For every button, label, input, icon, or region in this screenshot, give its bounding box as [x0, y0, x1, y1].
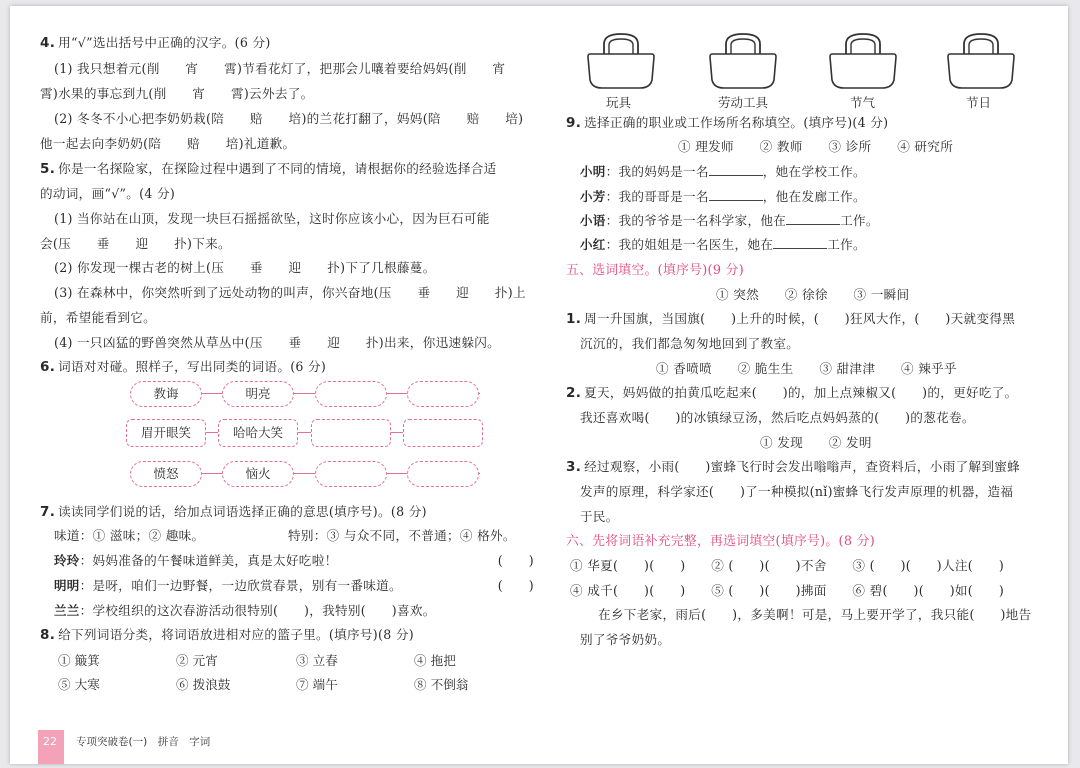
q4-line: 他一起去向李奶奶(陪 赔 培)礼道歉。: [40, 136, 296, 151]
q9-sentence: 小红：我的姐姐是一名医生，她在 工作。: [580, 237, 866, 252]
answer-blank[interactable]: [773, 236, 827, 249]
q7-meaning-special: 特别：③ 与众不同，不普通；④ 格外。: [288, 528, 516, 543]
sec5-q2-cont: 我还喜欢喝( )的冰镇绿豆汤，然后吃点妈妈蒸的( )的葱花卷。: [580, 410, 975, 425]
q5-line: (1) 当你站在山顶，发现一块巨石摇摇欲坠，这时你应该小心，因为巨石可能: [54, 211, 490, 226]
q9-options: ① 理发师 ② 教师 ③ 诊所 ④ 研究所: [678, 139, 954, 154]
sec5-options: ① 突然 ② 徐徐 ③ 一瞬间: [716, 287, 910, 302]
answer-blank[interactable]: [709, 188, 763, 201]
basket-label: 玩具: [606, 95, 632, 110]
sec5-q1: 1. 周一升国旗，当国旗( )上升的时候，( )狂风大作，( )天就变得黑: [566, 311, 1016, 327]
sec6-paragraph: 在乡下老家，雨后( )，多美啊！可是，马上要开学了，我只能( )地告: [598, 607, 1032, 622]
q5-title: 5. 你是一名探险家，在探险过程中遇到了不同的情境，请根据你的经验选择合适: [40, 161, 497, 177]
q4-line: 霄)水果的事忘到九(削 宵 霄)云外去了。: [40, 86, 314, 101]
q8-item: ⑧ 不倒翁: [414, 677, 469, 692]
q7-sentence: 明明：是呀，咱们一边野餐，一边欣赏春景，别有一番味道。 ( ): [54, 575, 538, 594]
q8-title: 8. 给下列词语分类，将词语放进相对应的篮子里。(填序号)(8 分): [40, 627, 414, 643]
sec5-q2: 2. 夏天，妈妈做的拍黄瓜吃起来( )的，加上点辣椒又( )的，更好吃了。: [566, 385, 1018, 401]
basket-label: 节日: [966, 95, 992, 110]
word-blank-box[interactable]: [403, 419, 483, 447]
sec5-options: ① 发现 ② 发明: [760, 435, 872, 450]
q9-sentence: 小明：我的妈妈是一名 ，她在学校工作。: [580, 164, 866, 179]
q8-item: ① 簸箕: [58, 653, 100, 668]
q8-item: ③ 立春: [296, 653, 338, 668]
q6-title: 6. 词语对对碰。照样子，写出同类的词语。(6 分): [40, 359, 327, 375]
q7-sentence: 玲玲：妈妈准备的午餐味道鲜美，真是太好吃啦！ ( ): [54, 550, 538, 569]
exam-page: [10, 6, 1068, 764]
q5-line: 前，希望能看到它。: [40, 310, 157, 325]
q7-sentence: 兰兰：学校组织的这次春游活动很特别( )，我特别( )喜欢。: [54, 603, 436, 618]
q8-item: ⑤ 大寒: [58, 677, 100, 692]
section-6-title: 六、先将词语补充完整，再选词填空(填序号)。(8 分): [566, 534, 876, 549]
q5-line: (3) 在森林中，你突然听到了远处动物的叫声，你兴奋地(压 垂 迎 扑)上: [54, 285, 526, 300]
word-blank-pill[interactable]: [407, 461, 479, 487]
q9-title: 9. 选择正确的职业或工作场所名称填空。(填序号)(4 分): [566, 115, 889, 131]
answer-blank[interactable]: [786, 212, 840, 225]
word-pill: 恼火: [222, 461, 294, 487]
q7-title: 7. 读读同学们说的话，给加点词语选择正确的意思(填序号)。(8 分): [40, 504, 427, 520]
word-pill: 教诲: [130, 381, 202, 407]
q4-line: (2) 冬冬不小心把李奶奶栽(陪 赔 培)的兰花打翻了，妈妈(陪 赔 培): [54, 111, 524, 126]
basket-solar-terms-icon: [828, 30, 898, 92]
q4-title: 4. 用“√”选出括号中正确的汉字。(6 分): [40, 35, 271, 51]
word-pill: 愤怒: [130, 461, 202, 487]
basket-toys-icon: [586, 30, 656, 92]
q5-line: (2) 你发现一棵古老的树上(压 垂 迎 扑)下了几根藤蔓。: [54, 260, 436, 275]
sec5-q3: 3. 经过观察，小雨( )蜜蜂飞行时会发出嗡嗡声，查资料后，小雨了解到蜜蜂: [566, 459, 1021, 475]
answer-paren[interactable]: ( ): [497, 578, 534, 593]
word-box: 哈哈大笑: [218, 419, 298, 447]
q8-item: ④ 拖把: [414, 653, 456, 668]
sec5-q3-cont: 发声的原理，科学家还( )了一种模拟(nǐ)蜜蜂飞行发声原理的机器，造福: [580, 484, 1014, 499]
sec6-row: ④ 成千( )( ) ⑤ ( )( )拂面 ⑥ 碧( )( )如( ): [570, 583, 1005, 598]
sec5-options: ① 香喷喷 ② 脆生生 ③ 甜津津 ④ 辣乎乎: [656, 361, 957, 376]
sec6-row: ① 华夏( )( ) ② ( )( )不舍 ③ ( )( )人注( ): [570, 558, 1005, 573]
basket-tools-icon: [708, 30, 778, 92]
answer-blank[interactable]: [709, 163, 763, 176]
basket-label: 节气: [850, 95, 876, 110]
q8-item: ⑥ 拨浪鼓: [176, 677, 231, 692]
sec6-paragraph-cont: 别了爷爷奶奶。: [580, 632, 671, 647]
word-blank-box[interactable]: [311, 419, 391, 447]
basket-festivals-icon: [946, 30, 1016, 92]
q7-meaning-taste: 味道：① 滋味；② 趣味。: [54, 528, 205, 543]
q5-title-cont: 的动词，画“√”。(4 分): [40, 186, 176, 201]
word-blank-pill[interactable]: [315, 461, 387, 487]
word-pill: 明亮: [222, 381, 294, 407]
word-blank-pill[interactable]: [315, 381, 387, 407]
answer-paren[interactable]: ( ): [497, 553, 534, 568]
word-blank-pill[interactable]: [407, 381, 479, 407]
basket-label: 劳动工具: [718, 95, 769, 110]
q5-line: (4) 一只凶猛的野兽突然从草丛中(压 垂 迎 扑)出来，你迅速躲闪。: [54, 335, 501, 350]
q5-line: 会(压 垂 迎 扑)下来。: [40, 236, 231, 251]
q9-sentence: 小芳：我的哥哥是一名 ，他在发廊工作。: [580, 189, 866, 204]
footer-label: 专项突破卷(一) 拼音 字词: [76, 736, 211, 748]
q4-line: (1) 我只想着元(削 宵 霄)节看花灯了，把那会儿嚷着要给妈妈(削 宵: [54, 61, 506, 76]
q8-item: ② 元宵: [176, 653, 218, 668]
section-5-title: 五、选词填空。(填序号)(9 分): [566, 263, 745, 278]
word-box: 眉开眼笑: [126, 419, 206, 447]
sec5-q3-cont: 于民。: [580, 509, 619, 524]
q9-sentence: 小语：我的爷爷是一名科学家，他在 工作。: [580, 213, 879, 228]
q8-item: ⑦ 端午: [296, 677, 338, 692]
page-number: 22: [43, 735, 57, 748]
sec5-q1-cont: 沉沉的，我们都急匆匆地回到了教室。: [580, 336, 800, 351]
